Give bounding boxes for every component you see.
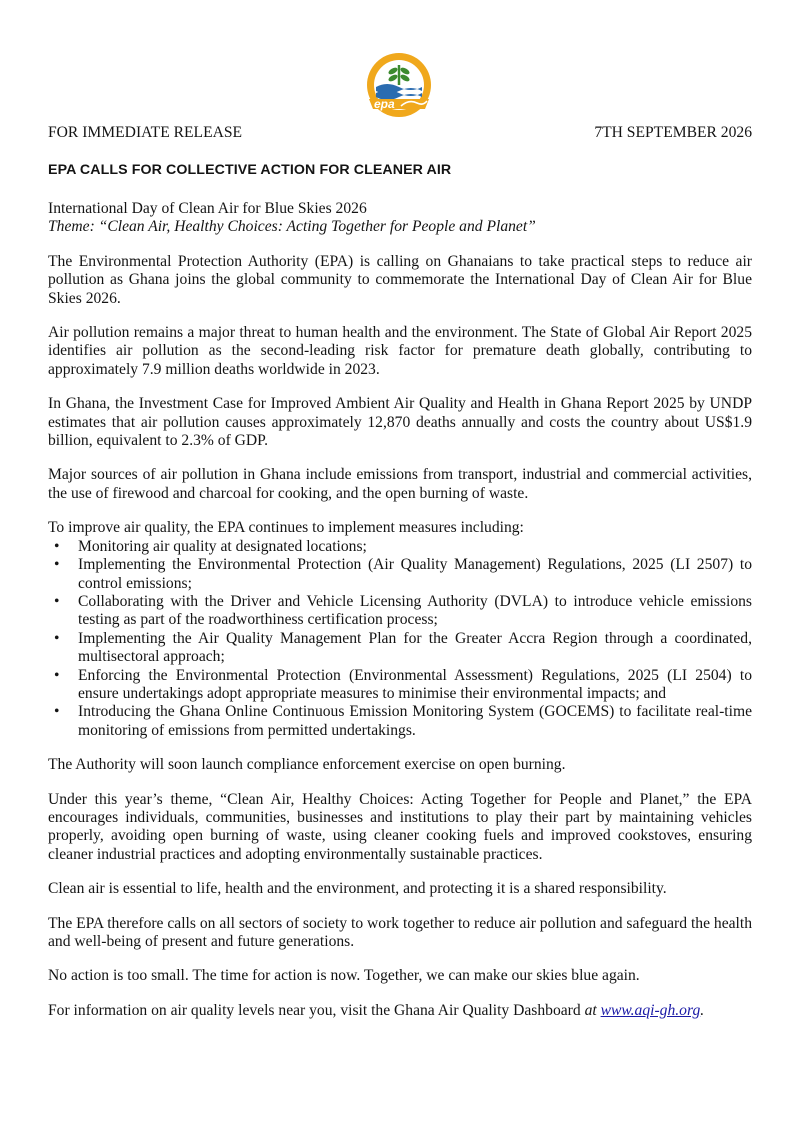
info-at: at — [584, 1001, 601, 1019]
paragraph-intro: The Environmental Protection Authority (EPA) is calling on Ghanaians to take practical steps to reduce air pollution as Ghana joins the global community to commemorate the International Day of Clean Air for Blue Skies 2026. — [48, 252, 752, 307]
release-header — [48, 124, 752, 142]
paragraph-launch: The Authority will soon launch compliance enforcement exercise on open burning. — [48, 756, 566, 774]
list-item — [48, 667, 752, 704]
paragraph-sources: Major sources of air pollution in Ghana include emissions from transport, industrial and commercial activities, the use of firewood and charcoal for cooking, and the open burning of waste. — [48, 466, 752, 502]
list-item-text: Collaborating with the Driver and Vehicle Licensing Authority (DVLA) to introduce vehicle emissions testing as part of the roadworthiness certification process; — [78, 592, 752, 629]
list-item — [48, 593, 752, 630]
bullet-icon: • — [54, 629, 60, 647]
bullet-icon: • — [54, 537, 60, 555]
list-item — [48, 538, 752, 556]
list-item — [48, 556, 752, 593]
headline: EPA CALLS FOR COLLECTIVE ACTION FOR CLEANER AIR — [48, 162, 452, 178]
paragraph-theme-call: Under this year’s theme, “Clean Air, Healthy Choices: Acting Together for People and Planet,” the EPA encourages individuals, communities, businesses and institutions to play their part by maintaining vehicles properly, avoiding open burning of waste, using cleaner cooking fuels and improved cookstoves, ensuring cleaner industrial practices and adopting environmentally sustainable practices. — [48, 790, 752, 863]
paragraph-call-sectors: The EPA therefore calls on all sectors of society to work together to reduce air pollution and safeguard the health and well-being of present and future generations. — [48, 914, 752, 950]
info-suffix: . — [700, 1001, 705, 1019]
list-item-text: Implementing the Air Quality Management Plan for the Greater Accra Region through a coordinated, multisectoral approach; — [78, 629, 752, 666]
paragraph-ghana: In Ghana, the Investment Case for Improved Ambient Air Quality and Health in Ghana Report 2025 by UNDP estimates that air pollution causes approximately 12,870 deaths annually and costs the country about US$1.9 billion, equivalent to 2.3% of GDP. — [48, 395, 752, 450]
dashboard-link[interactable]: www.aqi-gh.org — [600, 1001, 701, 1019]
bullet-icon: • — [54, 556, 60, 574]
svg-text:epa: epa — [374, 97, 395, 111]
paragraph-threat: Air pollution remains a major threat to human health and the environment. The State of Global Air Report 2025 identifies air pollution as the second-leading risk factor for premature death globally, contributing to approximately 7.9 million deaths worldwide in 2023. — [48, 324, 752, 378]
paragraph-info — [48, 1002, 752, 1020]
list-item-text: Monitoring air quality at designated locations; — [78, 537, 367, 555]
list-item — [48, 703, 752, 740]
event-theme: Theme: “Clean Air, Healthy Choices: Acting Together for People and Planet” — [48, 218, 536, 236]
release-label: FOR IMMEDIATE RELEASE — [48, 124, 243, 141]
event-title: International Day of Clean Air for Blue Skies 2026 — [48, 200, 367, 217]
epa-logo — [365, 51, 433, 119]
bullet-icon: • — [54, 592, 60, 610]
release-body — [48, 200, 752, 1036]
list-item-text: Implementing the Environmental Protection (Air Quality Management) Regulations, 2025 (LI 2507) to control emissions; — [78, 556, 752, 592]
paragraph-no-action: No action is too small. The time for action is now. Together, we can make our skies blue again. — [48, 967, 640, 985]
list-item-text: Introducing the Ghana Online Continuous Emission Monitoring System (GOCEMS) to facilitate real-time monitoring of emissions from permitted undertakings. — [78, 703, 752, 739]
measures-intro: To improve air quality, the EPA continues to implement measures including: — [48, 519, 524, 537]
bullet-icon: • — [54, 666, 60, 684]
list-item — [48, 630, 752, 667]
release-date: 7TH SEPTEMBER 2026 — [594, 124, 752, 141]
list-item-text: Enforcing the Environmental Protection (Environmental Assessment) Regulations, 2025 (LI 2504) to ensure undertakings adopt appropriate measures to minimise their environmental impacts; and — [78, 666, 752, 702]
bullet-icon: • — [54, 703, 60, 721]
paragraph-essential: Clean air is essential to life, health and the environment, and protecting it is a shared responsibility. — [48, 880, 667, 898]
info-text: For information on air quality levels near you, visit the Ghana Air Quality Dashboard — [48, 1001, 585, 1019]
measures-list — [48, 538, 752, 740]
event-block — [48, 200, 752, 237]
